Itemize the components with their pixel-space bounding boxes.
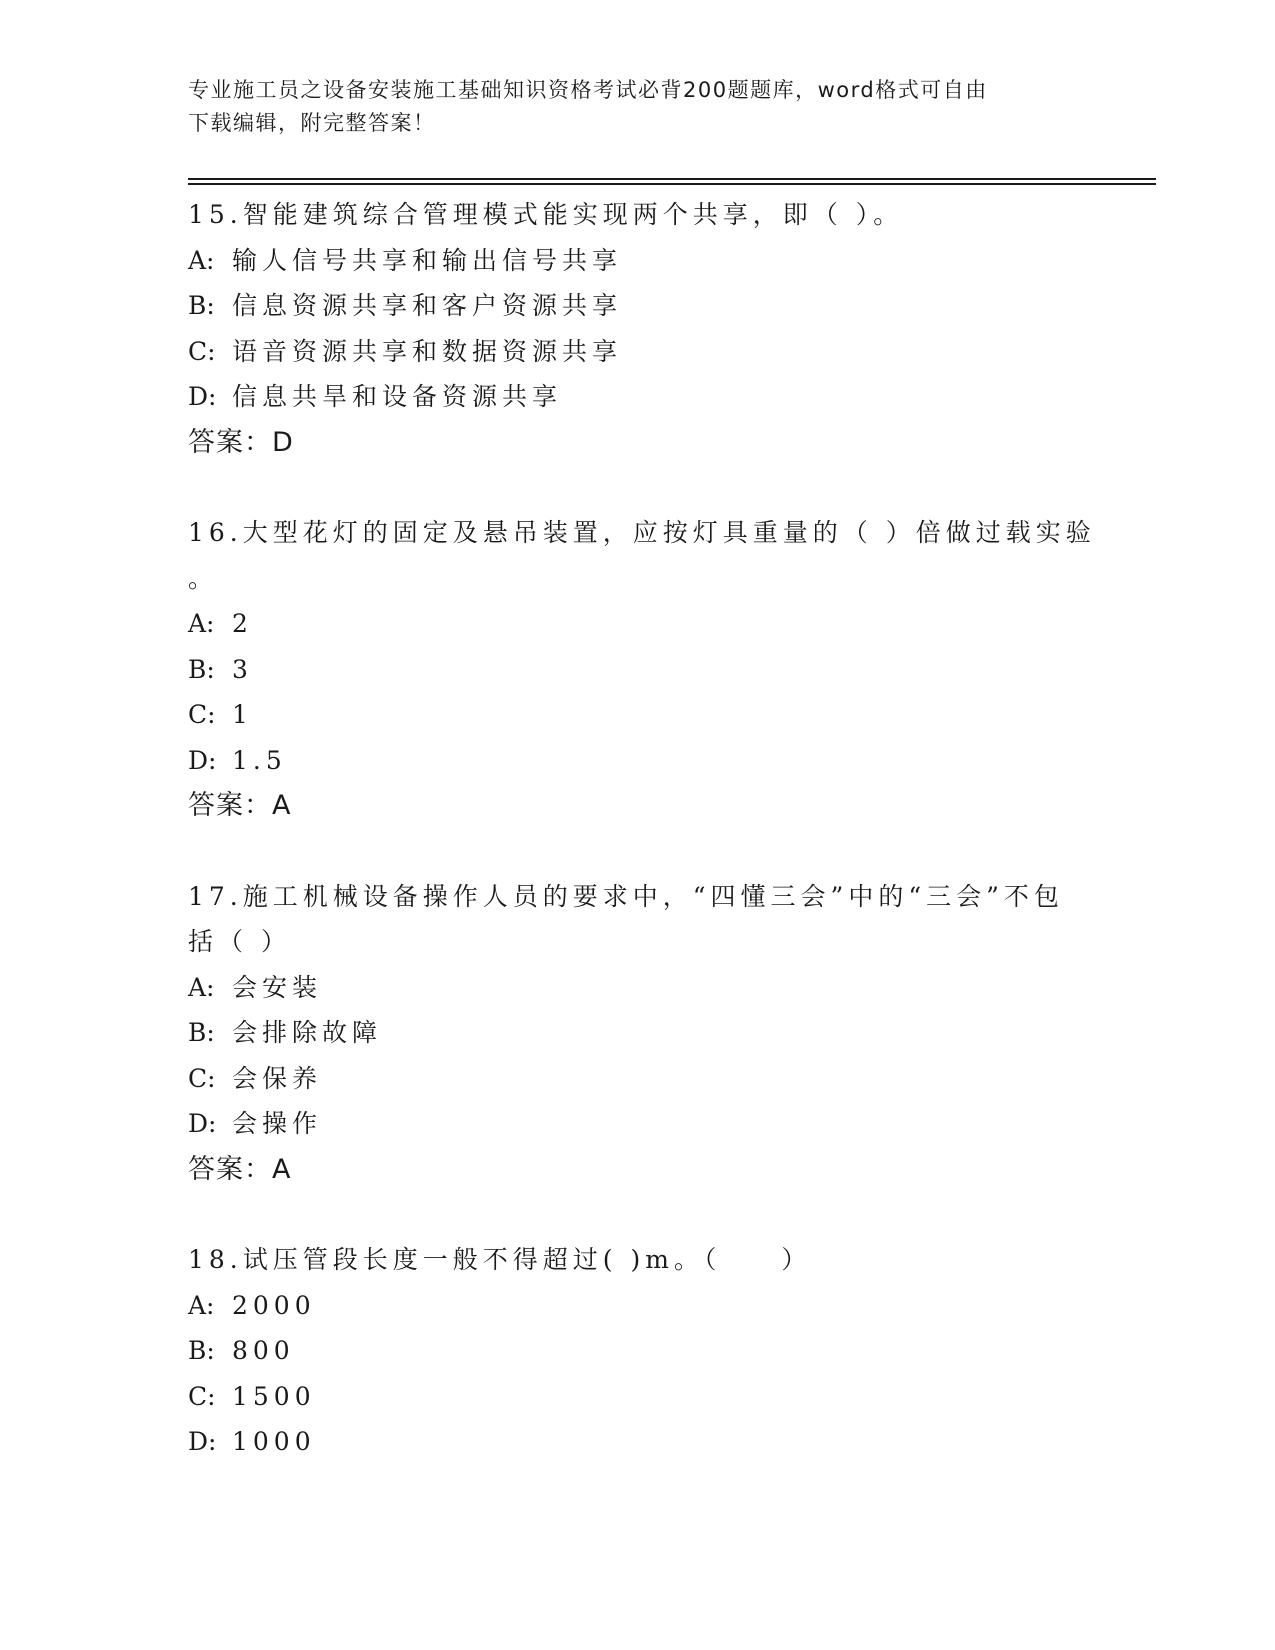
question-text-continued: 。 — [188, 563, 219, 593]
option-text: 会安装 — [232, 972, 323, 1002]
question-text: 18.试压管段长度一般不得超过( )m。（ ） — [188, 1245, 812, 1274]
option-text: 1 — [232, 700, 253, 729]
option-d — [188, 374, 1088, 420]
option-a — [188, 238, 1088, 284]
option-label: A: — [188, 245, 215, 275]
option-text: 信息共旱和设备资源共享 — [232, 382, 563, 411]
question-text: 16.大型花灯的固定及悬吊装置，应按灯具重量的（ ）倍做过载实验 — [188, 518, 1096, 547]
option-label: C: — [188, 1063, 216, 1093]
question-17 — [188, 874, 1088, 1193]
document-header — [188, 74, 1068, 140]
header-divider-top — [188, 178, 1156, 180]
option-label: D: — [188, 1109, 217, 1138]
option-text: 2 — [232, 609, 253, 638]
option-b — [188, 647, 1088, 693]
header-line-2: 下载编辑，附完整答案！ — [188, 111, 436, 135]
option-label: D: — [188, 1427, 217, 1456]
option-text: 800 — [232, 1336, 295, 1365]
answer-line: 答案：D — [188, 426, 294, 458]
option-label: B: — [188, 1018, 215, 1047]
option-label: A: — [188, 972, 215, 1002]
option-c — [188, 1374, 1088, 1420]
question-16 — [188, 510, 1096, 829]
answer-line: 答案：A — [188, 1153, 292, 1185]
option-label: B: — [188, 1336, 215, 1365]
option-text: 2000 — [232, 1290, 316, 1320]
option-label: A: — [188, 1290, 215, 1320]
header-line-1: 专业施工员之设备安装施工基础知识资格考试必背200题题库，word格式可自由 — [188, 78, 988, 102]
option-text: 信息资源共享和客户资源共享 — [232, 291, 623, 320]
option-b — [188, 1010, 1088, 1056]
option-c — [188, 1056, 1088, 1102]
option-text: 1500 — [232, 1381, 316, 1411]
option-text: 3 — [232, 654, 253, 684]
option-text: 1000 — [232, 1427, 316, 1456]
option-text: 语音资源共享和数据资源共享 — [232, 336, 623, 366]
option-a — [188, 965, 1088, 1011]
option-d — [188, 1419, 1088, 1465]
question-text-continued: 括（ ） — [188, 927, 291, 956]
option-a — [188, 601, 1088, 647]
option-c — [188, 329, 1088, 375]
option-label: A: — [188, 609, 215, 638]
question-18 — [188, 1237, 1088, 1465]
question-text: 17.施工机械设备操作人员的要求中，“四懂三会”中的“三会”不包 — [188, 881, 1064, 911]
option-a — [188, 1283, 1088, 1329]
option-label: D: — [188, 382, 217, 411]
option-c — [188, 692, 1088, 738]
option-label: C: — [188, 700, 216, 729]
answer-line: 答案：A — [188, 790, 292, 821]
option-b — [188, 283, 1088, 329]
option-label: C: — [188, 1381, 216, 1411]
header-divider-bottom — [188, 183, 1156, 185]
option-b — [188, 1328, 1088, 1374]
option-text: 输人信号共享和输出信号共享 — [232, 245, 623, 275]
option-label: B: — [188, 291, 215, 320]
option-d — [188, 738, 1088, 784]
question-15 — [188, 192, 1088, 465]
option-text: 1.5 — [232, 745, 287, 775]
option-text: 会操作 — [232, 1109, 323, 1138]
option-label: C: — [188, 336, 216, 366]
option-text: 会排除故障 — [232, 1018, 383, 1047]
option-text: 会保养 — [232, 1063, 323, 1093]
option-label: D: — [188, 745, 217, 775]
question-list — [188, 192, 1096, 1510]
option-d — [188, 1101, 1088, 1147]
option-label: B: — [188, 654, 215, 684]
question-text: 15.智能建筑综合管理模式能实现两个共享，即（ ）。 — [188, 200, 904, 229]
